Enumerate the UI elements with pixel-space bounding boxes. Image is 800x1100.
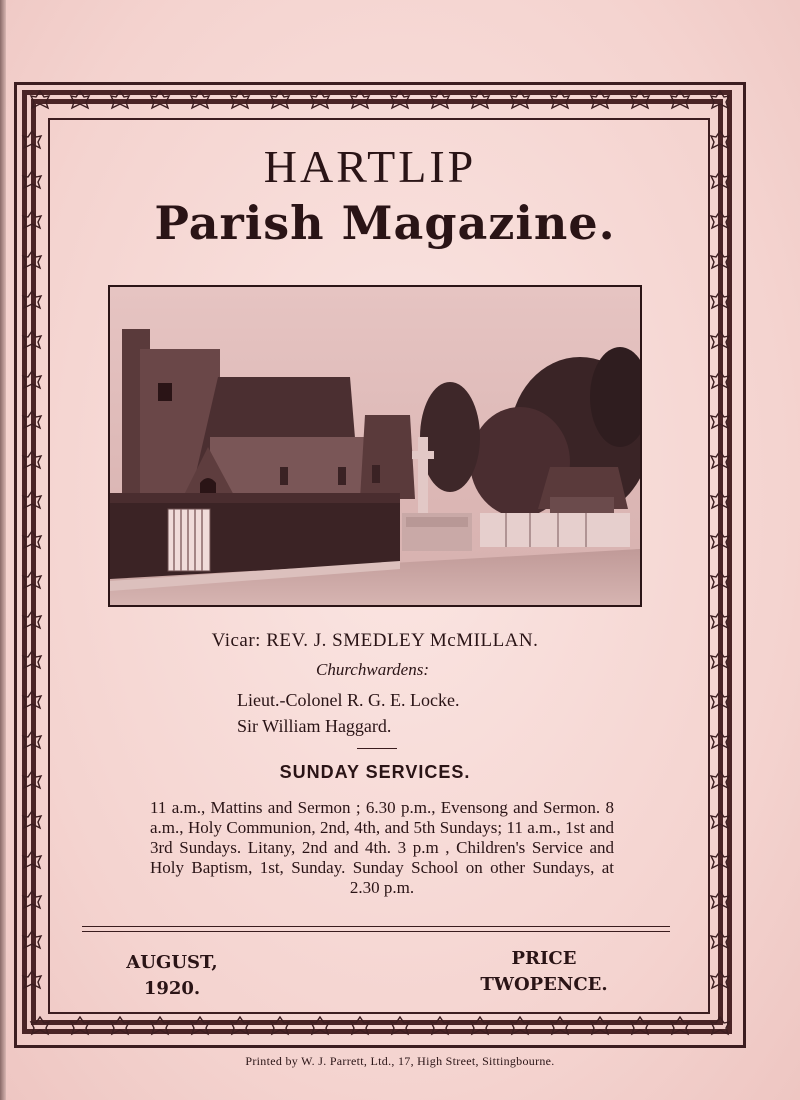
leaf-ornament [711, 251, 729, 268]
leaf-ornament [431, 91, 449, 108]
leaf-ornament [551, 91, 569, 108]
leaf-ornament [711, 371, 729, 388]
issue-year: 1920. [143, 978, 201, 999]
leaf-ornament [711, 1017, 729, 1034]
leaf-ornament [711, 571, 729, 588]
services-schedule: 11 a.m., Mattins and Sermon ; 6.30 p.m., Evensong and Sermon. 8 a.m., Holy Communion, 2nd, 4th, and 5th Sundays; 11 a.m., 1st and 3rd Sundays. Litany, 2nd and 4th. 3 p.m , Children's Service and Holy Baptism, 1st, Sunday. Sunday School on other Sundays, at 2.30 p.m. [150, 798, 614, 897]
leaf-ornament [711, 291, 729, 308]
churchwarden-name: Lieut.-Colonel R. G. E. Locke. [237, 690, 460, 710]
leaf-ornament [31, 1017, 49, 1034]
services-heading: SUNDAY SERVICES. [279, 762, 471, 782]
leaf-ornament [711, 811, 729, 828]
leaf-ornament [311, 1017, 329, 1034]
masthead-title: HARTLIP [263, 141, 477, 192]
leaf-ornament [351, 1017, 369, 1034]
leaf-ornament [231, 1017, 249, 1034]
masthead-subtitle: Parish Magazine. [154, 196, 616, 250]
churchwarden-name: Sir William Haggard. [237, 716, 392, 736]
leaf-ornament [711, 411, 729, 428]
leaf-ornament [23, 891, 41, 908]
leaf-ornament [23, 731, 41, 748]
leaf-ornament [711, 731, 729, 748]
leaf-ornament [71, 1017, 89, 1034]
issue-month: AUGUST, [126, 952, 218, 973]
leaf-ornament [271, 1017, 289, 1034]
leaf-ornament [631, 91, 649, 108]
leaf-ornament [711, 531, 729, 548]
leaf-ornament [23, 811, 41, 828]
leaf-ornament [111, 1017, 129, 1034]
leaf-ornament [23, 571, 41, 588]
leaf-ornament [551, 1017, 569, 1034]
leaf-ornament [471, 91, 489, 108]
leaf-ornament [71, 91, 89, 108]
leaf-ornament [391, 1017, 409, 1034]
leaf-ornament [23, 611, 41, 628]
leaf-ornament [311, 91, 329, 108]
leaf-ornament [23, 931, 41, 948]
leaf-ornament [711, 851, 729, 868]
leaf-ornament [711, 451, 729, 468]
leaf-ornament [431, 1017, 449, 1034]
printer-imprint: Printed by W. J. Parrett, Ltd., 17, High Street, Sittingbourne. [245, 1054, 555, 1068]
leaf-ornament [231, 91, 249, 108]
leaf-ornament [23, 371, 41, 388]
divider-double [82, 926, 670, 932]
leaf-ornament [111, 91, 129, 108]
leaf-ornament [471, 1017, 489, 1034]
leaf-ornament [511, 1017, 529, 1034]
leaf-ornament [191, 91, 209, 108]
leaf-ornament [711, 931, 729, 948]
leaf-ornament [23, 531, 41, 548]
leaf-ornament [391, 91, 409, 108]
leaf-ornament [711, 611, 729, 628]
leaf-ornament [631, 1017, 649, 1034]
vicar-line: Vicar: REV. J. SMEDLEY McMILLAN. [211, 630, 539, 651]
leaf-ornament [23, 411, 41, 428]
leaf-ornament [711, 331, 729, 348]
leaf-ornament [591, 1017, 609, 1034]
leaf-ornament [23, 451, 41, 468]
leaf-ornament [711, 491, 729, 508]
leaf-ornament [271, 91, 289, 108]
price-value: TWOPENCE. [480, 974, 608, 995]
price-block [470, 946, 618, 998]
leaf-ornament [711, 691, 729, 708]
divider-short [357, 748, 397, 749]
price-label: PRICE [511, 948, 577, 969]
issue-date [112, 950, 232, 1002]
leaf-ornament [31, 91, 49, 108]
leaf-ornament [23, 691, 41, 708]
leaf-ornament [23, 851, 41, 868]
leaf-ornament [711, 91, 729, 108]
leaf-ornament [711, 891, 729, 908]
church-photograph [108, 285, 642, 607]
leaf-ornament [151, 1017, 169, 1034]
leaf-ornament [671, 1017, 689, 1034]
leaf-ornament [23, 251, 41, 268]
leaf-ornament [151, 91, 169, 108]
leaf-ornament [23, 331, 41, 348]
leaf-ornament [23, 291, 41, 308]
leaf-ornament [591, 91, 609, 108]
churchwardens-heading: Churchwardens: [315, 660, 429, 679]
leaf-ornament [351, 91, 369, 108]
leaf-ornament [711, 971, 729, 988]
leaf-ornament [23, 971, 41, 988]
leaf-ornament [191, 1017, 209, 1034]
leaf-ornament [671, 91, 689, 108]
leaf-ornament [511, 91, 529, 108]
leaf-ornament [23, 491, 41, 508]
